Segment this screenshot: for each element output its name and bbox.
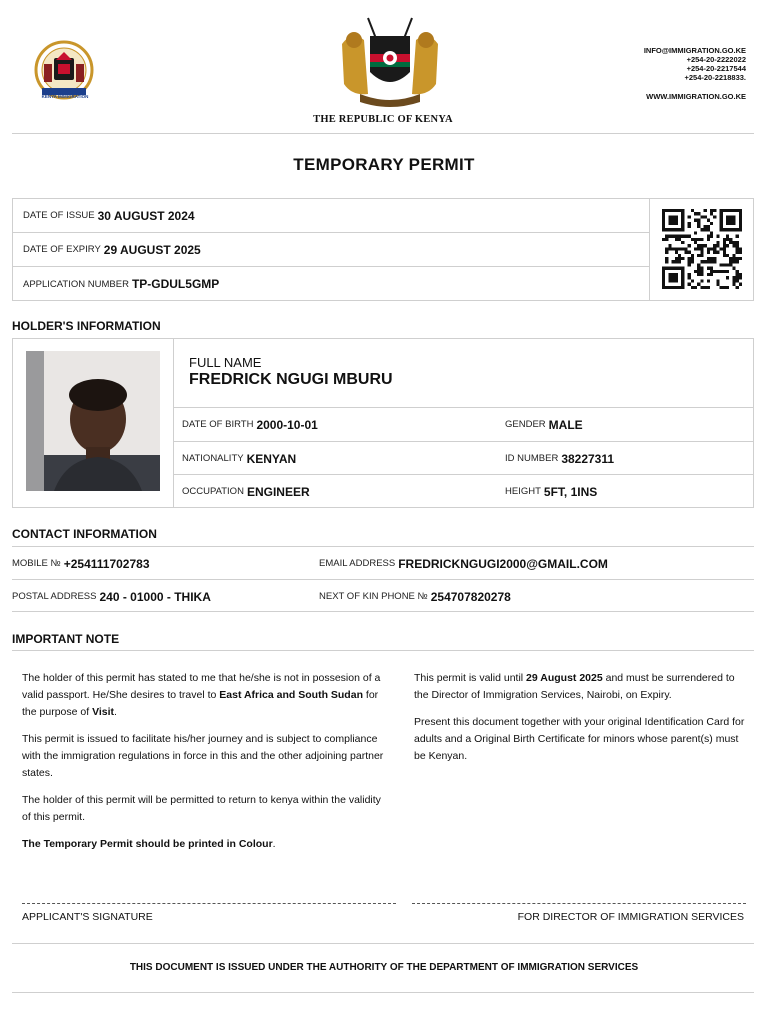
document-header bbox=[12, 0, 754, 134]
height-value: 5FT, 1INS bbox=[543, 484, 598, 499]
director-signature-label: FOR DIRECTOR OF IMMIGRATION SERVICES bbox=[517, 911, 744, 923]
purpose-text: Visit bbox=[92, 706, 115, 718]
holder-information bbox=[12, 338, 754, 508]
application-number-row bbox=[13, 267, 649, 301]
mobile-field bbox=[12, 547, 150, 580]
divider bbox=[12, 943, 754, 944]
note-text: The holder of this permit has stated to me that he/she is not in possesion of a valid passport. He/She desires to travel to bbox=[22, 672, 381, 701]
destination-text: East Africa and South Sudan bbox=[219, 689, 363, 701]
application-number-label: APPLICATION NUMBER bbox=[23, 278, 129, 290]
gender-label: GENDER bbox=[505, 419, 546, 430]
height-label: HEIGHT bbox=[505, 486, 541, 497]
gender-value: MALE bbox=[548, 417, 583, 432]
occupation-field bbox=[182, 475, 310, 508]
id-number-value: 38227311 bbox=[561, 451, 615, 466]
mobile-label: MOBILE № bbox=[12, 558, 61, 569]
note-paragraph: Present this document together with your original Identification Card for adults and a Original Birth Certificate for minors whose parent(s) must be Kenyan. bbox=[414, 716, 745, 762]
header-phone: +254-20-2217544 bbox=[686, 64, 746, 73]
note-left-column bbox=[22, 670, 388, 863]
dob-label: DATE OF BIRTH bbox=[182, 419, 254, 430]
next-of-kin-label: NEXT OF KIN PHONE № bbox=[319, 591, 428, 602]
qr-code-icon bbox=[661, 209, 743, 289]
authority-footer: THIS DOCUMENT IS ISSUED UNDER THE AUTHORITY OF THE DEPARTMENT OF IMMIGRATION SERVICES bbox=[129, 962, 639, 973]
print-colour-notice: The Temporary Permit should be printed in Colour bbox=[22, 838, 273, 850]
expiry-date-row bbox=[13, 233, 649, 267]
holder-row bbox=[174, 441, 753, 475]
permit-details bbox=[12, 198, 754, 301]
note-right-column bbox=[414, 670, 750, 775]
header-contact bbox=[644, 46, 746, 101]
email-value: FREDRICKNGUGI2000@GMAIL.COM bbox=[398, 556, 608, 571]
divider bbox=[12, 650, 754, 651]
header-email: INFO@IMMIGRATION.GO.KE bbox=[643, 46, 746, 55]
coat-of-arms-icon bbox=[330, 14, 450, 116]
postal-address-field bbox=[12, 580, 211, 613]
issue-date-label: DATE OF ISSUE bbox=[23, 210, 95, 221]
divider bbox=[12, 992, 754, 993]
full-name-value: FREDRICK NGUGI MBURU bbox=[189, 371, 393, 388]
dob-value: 2000-10-01 bbox=[256, 417, 318, 432]
note-paragraph bbox=[414, 670, 750, 704]
nationality-field bbox=[182, 442, 296, 475]
nationality-value: KENYAN bbox=[246, 451, 297, 466]
contact-row bbox=[12, 546, 754, 579]
contact-section-title: CONTACT INFORMATION bbox=[12, 527, 157, 541]
full-name-label: FULL NAME bbox=[189, 355, 262, 370]
applicant-signature-label: APPLICANT'S SIGNATURE bbox=[22, 911, 153, 923]
note-text: . bbox=[272, 838, 276, 850]
email-field bbox=[319, 547, 608, 580]
immigration-logo-text: KENYA IMMIGRATION bbox=[41, 94, 89, 99]
note-text: for the purpose of bbox=[22, 689, 379, 718]
header-phone: +254-20-2222022 bbox=[686, 55, 746, 64]
mobile-value: +254111702783 bbox=[63, 556, 150, 571]
issue-date-value: 30 AUGUST 2024 bbox=[97, 208, 195, 223]
valid-until-date: 29 August 2025 bbox=[526, 672, 603, 684]
note-section-title: IMPORTANT NOTE bbox=[12, 632, 120, 646]
occupation-label: OCCUPATION bbox=[182, 486, 244, 497]
postal-address-label: POSTAL ADDRESS bbox=[12, 591, 97, 602]
next-of-kin-value: 254707820278 bbox=[430, 589, 511, 604]
document-title: TEMPORARY PERMIT bbox=[293, 155, 475, 174]
header-phone: +254-20-2218833. bbox=[684, 73, 746, 82]
issue-date-row bbox=[13, 199, 649, 233]
holder-row bbox=[174, 474, 753, 508]
expiry-date-value: 29 AUGUST 2025 bbox=[103, 242, 201, 257]
nationality-label: NATIONALITY bbox=[182, 453, 244, 464]
next-of-kin-field bbox=[319, 580, 511, 613]
director-signature-line bbox=[412, 903, 746, 904]
note-paragraph bbox=[22, 670, 388, 721]
republic-title: THE REPUBLIC OF KENYA bbox=[313, 114, 453, 125]
note-paragraph: This permit is issued to facilitate his/her journey and is subject to compliance with the immigration regulations in force in this and the other adjoining partner states. bbox=[22, 733, 384, 779]
contact-row bbox=[12, 579, 754, 612]
note-text: . bbox=[114, 706, 117, 718]
holder-section-title: HOLDER'S INFORMATION bbox=[12, 319, 161, 333]
height-field bbox=[505, 475, 597, 508]
holder-photo bbox=[26, 351, 160, 491]
qr-cell bbox=[649, 199, 753, 300]
note-text: and must be surrendered to the Director of Immigration Services, Nairobi, on Expiry. bbox=[414, 672, 735, 701]
gender-field bbox=[505, 408, 583, 441]
occupation-value: ENGINEER bbox=[246, 484, 310, 499]
applicant-signature-line bbox=[22, 903, 396, 904]
photo-cell bbox=[13, 339, 174, 507]
note-text: This permit is valid until bbox=[414, 672, 527, 684]
immigration-logo-icon bbox=[28, 38, 100, 102]
application-number-value: TP-GDUL5GMP bbox=[131, 277, 220, 291]
expiry-date-label: DATE OF EXPIRY bbox=[23, 244, 101, 255]
id-number-label: ID NUMBER bbox=[505, 453, 559, 464]
email-label: EMAIL ADDRESS bbox=[319, 558, 396, 569]
note-paragraph: The holder of this permit will be permitted to return to kenya within the validity of this permit. bbox=[22, 794, 381, 823]
id-number-field bbox=[505, 442, 614, 475]
full-name-block bbox=[189, 355, 393, 389]
header-website: WWW.IMMIGRATION.GO.KE bbox=[646, 92, 746, 101]
dob-field bbox=[182, 408, 318, 441]
postal-address-value: 240 - 01000 - THIKA bbox=[99, 589, 211, 604]
holder-row bbox=[174, 407, 753, 441]
motto-text: HARAMBEE bbox=[375, 88, 405, 94]
note-paragraph bbox=[22, 836, 388, 853]
